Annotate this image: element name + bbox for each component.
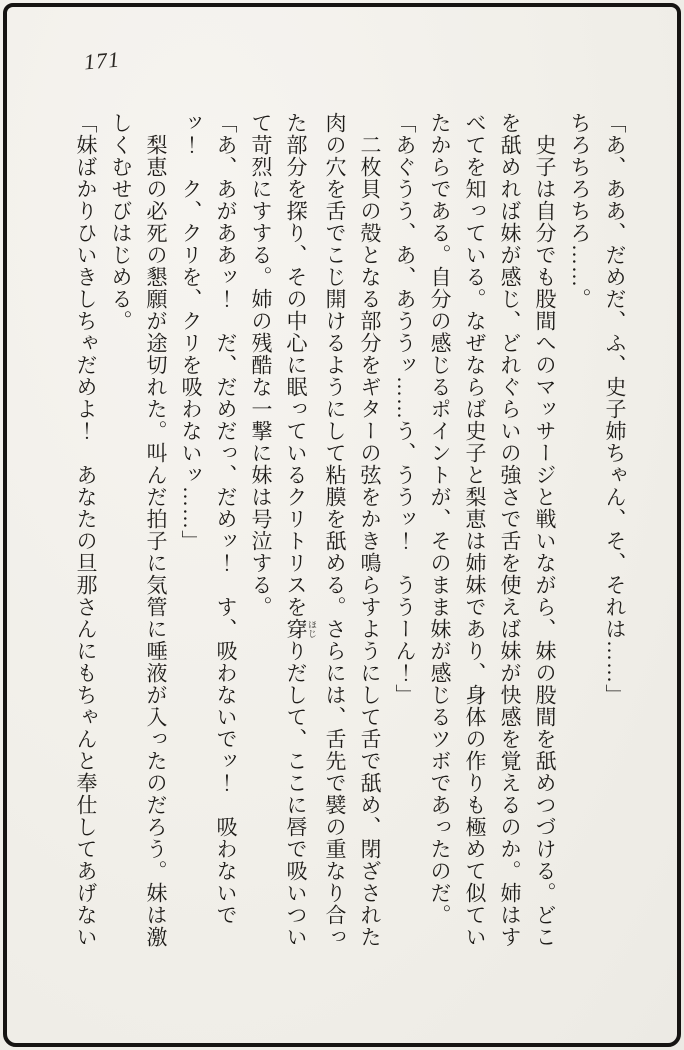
text-column: を舐めれば妹が感じ、どれぐらいの強さで舌を使えば妹が快感を覚えるのか。姉はす (498, 112, 522, 948)
text-column: 「あぐうう、あ、あううッ……う、ううッ！ ううーん！」 (393, 112, 417, 706)
ruby-annotation (284, 618, 317, 640)
text-column (278, 112, 317, 952)
text-column: たからである。自分の感じるポイントが、そのまま妹が感じるツボであったのだ。 (428, 112, 452, 926)
text-column: 梨恵の必死の懇願が途切れた。叫んだ拍子に気管に唾液が入ったのだろう。妹は激 (144, 112, 168, 948)
text-column: 「あ、あがああッ！ だ、だめだっ、だめッ！ す、吸わないでッ！ 吸わないで (214, 112, 238, 926)
ruby-base: 穿 (284, 618, 308, 640)
text-column: 「妹ばかりひいきしちゃだめよ！ あなたの旦那さんにもちゃんと奉仕してあげない (74, 112, 98, 948)
text-column: 二枚貝の殻となる部分をギターの弦をかき鳴らすようにして舌で舐め、閉ざされた (358, 112, 382, 948)
text-segment: りだして、ここに唇で吸いつい (284, 640, 308, 948)
text-column: ッ！ ク、クリを、クリを吸わないッ……」 (179, 112, 203, 552)
text-segment: た部分を探り、その中心に眠っているクリトリスを (284, 112, 308, 618)
text-column: しくむせびはじめる。 (109, 112, 133, 332)
text-column: 肉の穴を舌でこじ開けるようにして粘膜を舐める。さらには、舌先で襞の重なり合っ (323, 112, 347, 948)
text-column: 「あ、ああ、だめだ、ふ、史子姉ちゃん、そ、それは……」 (603, 112, 627, 706)
page-number: 171 (82, 46, 121, 75)
text-column: べてを知っている。なぜならば史子と梨恵は姉妹であり、身体の作りも極めて似てい (463, 112, 487, 948)
vertical-text-block (68, 112, 632, 952)
text-column: て苛烈にすする。姉の残酷な一撃に妹は号泣する。 (249, 112, 273, 618)
text-column: 史子は自分でも股間へのマッサージと戦いながら、妹の股間を舐めつづける。どこ (533, 112, 557, 948)
ruby-text: ほじ (307, 618, 317, 640)
text-column: ちろちろちろ……。 (568, 112, 592, 310)
